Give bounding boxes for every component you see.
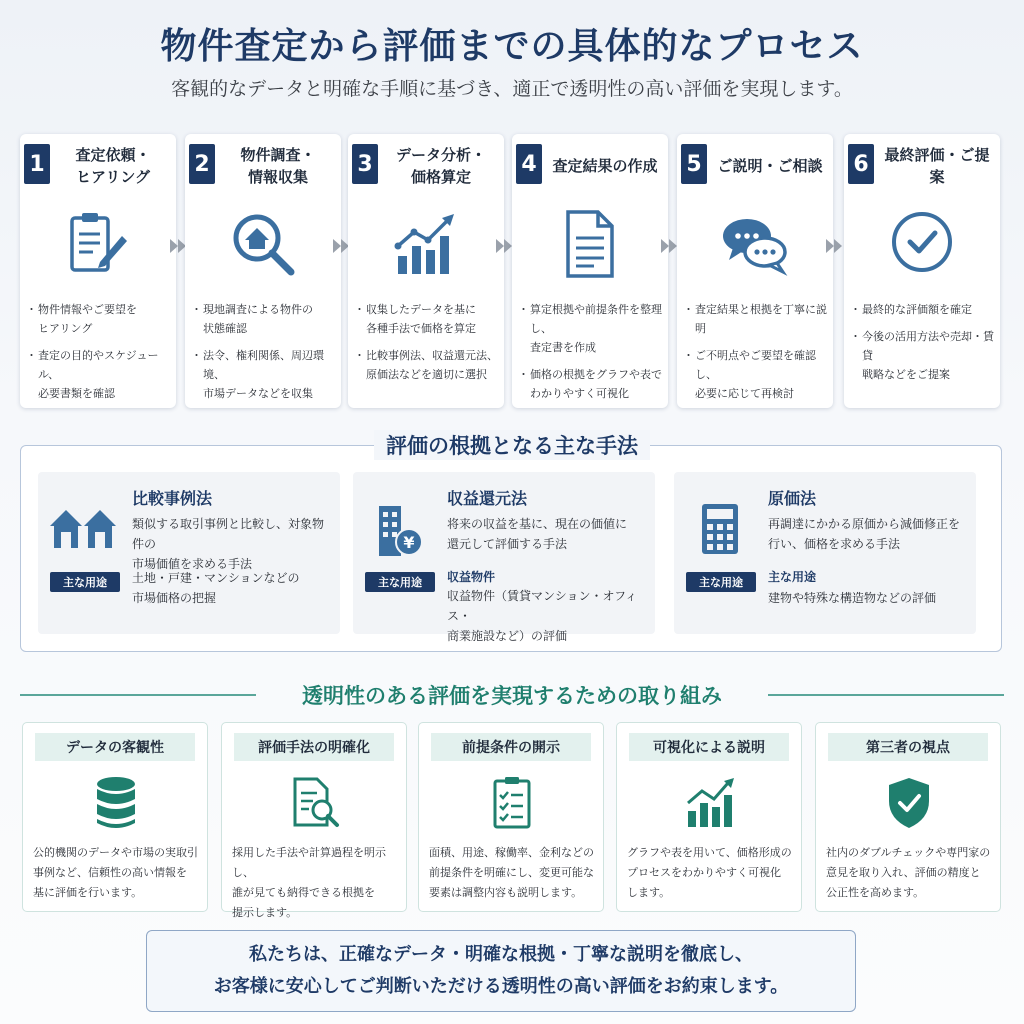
method-usage-label: 収益物件 [447,570,496,584]
clipboard-pencil-icon [20,206,176,282]
initiative-desc: 社内のダブルチェックや専門家の 意見を取り入れ、評価の精度と 公正性を高めます。 [826,846,991,899]
document-search-icon [222,775,408,835]
initiative-card [221,722,407,919]
method-name: 比較事例法 [132,489,213,508]
bar-chart-trend-icon [348,206,504,282]
step-number: 5 [681,144,707,184]
process-steps [20,134,1004,410]
building-yen-icon [361,500,437,560]
initiative-card [418,722,604,912]
chevron-right-icon [826,239,846,255]
step-bullets [685,300,827,411]
method-desc: 類似する取引事例と比較し、対象物件の 市場価値を求める手法 [132,517,325,571]
page-title: 物件査定から評価までの具体的なプロセス [160,26,864,67]
document-icon [512,206,668,282]
step-title: データ分析・ 価格算定 [395,146,486,186]
step-bullet: ・ 現地調査による物件の 状態確認 [193,300,335,338]
method-card [674,472,976,634]
closing-line-1: 私たちは、正確なデータ・明確な根拠・丁寧な説明を徹底し、 [249,944,753,965]
step-number: 6 [848,144,874,184]
step-title: ご説明・ご相談 [717,157,823,175]
step-bullet: ・ 比較事例法、収益還元法、 原価法などを適切に選択 [356,346,498,384]
step-bullets [520,300,662,411]
initiative-card [22,722,208,912]
step-title: 最終評価・ご提案 [884,146,990,186]
step-bullets [356,300,498,392]
step-card [512,134,668,408]
initiative-card [815,722,1001,912]
initiative-desc: 公的機関のデータや市場の実取引 事例など、信頼性の高い情報を 基に評価を行います。 [33,846,198,899]
step-title: 物件調査・ 情報収集 [240,146,316,186]
step-bullets [852,300,994,392]
closing-message [146,930,856,1012]
step-title: 査定依頼・ ヒアリング [75,146,151,186]
method-name: 原価法 [768,489,817,508]
initiative-title: データの客観性 [35,733,195,761]
method-usage-label: 主な用途 [768,570,817,584]
method-desc: 再調達にかかる原価から減価修正を 行い、価格を求める手法 [768,517,961,551]
step-bullet: ・ 物件情報やご要望を ヒアリング [28,300,170,338]
step-bullet: ・ 最終的な評価額を確定 [852,300,994,319]
shield-check-icon [816,775,1002,835]
initiative-desc: 面積、用途、稼働率、金利などの 前提条件を明確にし、変更可能な 要素は調整内容も説明します。 [429,846,594,899]
checklist-icon [419,775,605,835]
initiative-title: 第三者の視点 [828,733,988,761]
step-bullet: ・ 法令、権利関係、周辺環境、 市場データなどを収集 [193,346,335,403]
step-number: 3 [352,144,378,184]
method-usage-badge: 主な用途 [365,572,435,592]
step-bullet: ・ 価格の根拠をグラフや表で わかりやすく可視化 [520,365,662,403]
closing-line-2: お客様に安心してご判断いただける透明性の高い評価をお約束します。 [213,976,789,997]
method-usage: 土地・戸建・マンションなどの 市場価格の把握 [132,571,300,605]
step-bullets [28,300,170,411]
initiative-desc: 採用した手法や計算過程を明示し、 誰が見ても納得できる根拠を 提示します。 [232,846,386,919]
step-bullets [193,300,335,411]
svg-text:¥: ¥ [403,533,415,552]
method-usage-badge: 主な用途 [686,572,756,592]
chat-bubbles-icon [677,206,833,282]
houses-icon [46,500,122,560]
step-card [185,134,341,408]
methods-heading-text: 評価の根拠となる主な手法 [374,430,650,460]
step-bullet: ・ 査定の目的やスケジュール、 必要書類を確認 [28,346,170,403]
step-bullet: ・ 査定結果と根拠を丁寧に説明 [685,300,827,338]
house-magnifier-icon [185,206,341,282]
method-card [353,472,655,643]
calculator-icon [682,500,758,560]
bar-chart-trend-icon [617,775,803,835]
page-subtitle: 客観的なデータと明確な手順に基づき、適正で透明性の高い評価を実現します。 [171,78,853,100]
step-card [677,134,833,408]
step-title: 査定結果の作成 [552,157,658,175]
step-number: 2 [189,144,215,184]
check-circle-icon [844,206,1000,282]
initiative-title: 可視化による説明 [629,733,789,761]
initiative-card [616,722,802,912]
step-bullet: ・ 今後の活用方法や売却・賃貸 戦略などをご提案 [852,327,994,384]
initiative-title: 評価手法の明確化 [234,733,394,761]
step-bullet: ・ 算定根拠や前提条件を整理し、 査定書を作成 [520,300,662,357]
method-desc: 将来の収益を基に、現在の価値に 還元して評価する手法 [447,517,628,551]
database-icon [23,775,209,835]
initiative-desc: グラフや表を用いて、価格形成の プロセスをわかりやすく可視化 します。 [627,846,792,899]
method-card [38,472,340,634]
initiative-title: 前提条件の開示 [431,733,591,761]
transparency-heading [20,680,1004,710]
method-name: 収益還元法 [447,489,528,508]
method-usage: 収益物件（賃貸マンション・オフィス・ 商業施設など）の評価 [447,589,638,643]
step-card [348,134,504,408]
step-bullet: ・ ご不明点やご要望を確認し、 必要に応じて再検討 [685,346,827,403]
step-number: 1 [24,144,50,184]
method-usage-badge: 主な用途 [50,572,120,592]
step-card [844,134,1000,408]
step-card [20,134,176,408]
methods-heading [0,430,1024,460]
step-number: 4 [516,144,542,184]
step-bullet: ・ 収集したデータを基に 各種手法で価格を算定 [356,300,498,338]
transparency-heading-text: 透明性のある評価を実現するための取り組み [302,684,722,708]
method-usage: 建物や特殊な構造物などの評価 [768,591,937,605]
